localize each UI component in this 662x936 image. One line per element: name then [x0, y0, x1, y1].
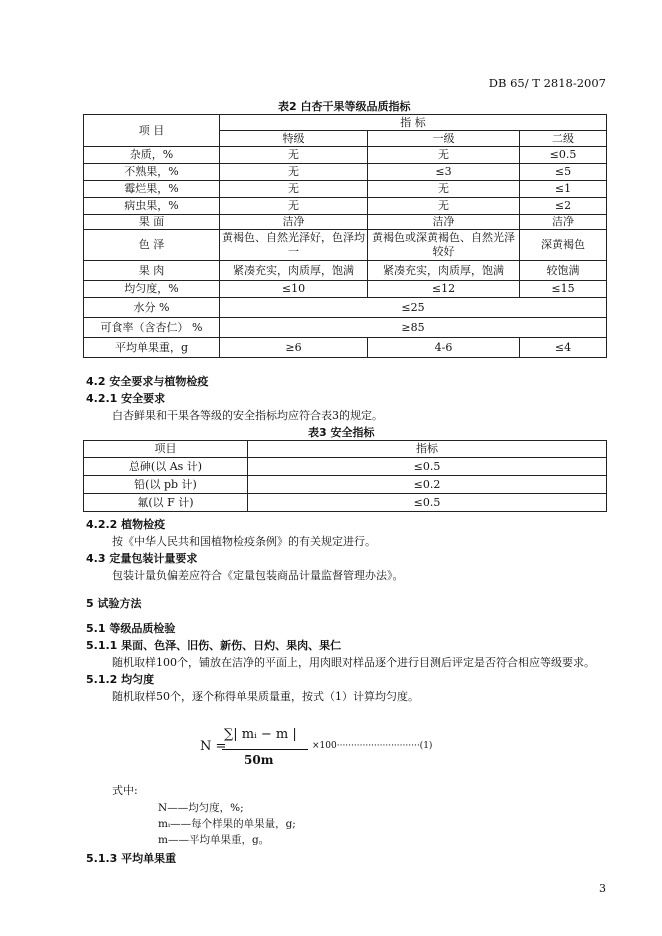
fraction-bar	[222, 749, 308, 750]
cell: ≤0.5	[248, 458, 607, 476]
row-label: 铅(以 pb 计)	[84, 476, 248, 494]
cell: 黄褐色或深黄褐色、自然光泽较好	[368, 230, 520, 261]
heading-5-1: 5.1 等级品质检验	[86, 622, 176, 635]
table-row	[84, 147, 607, 164]
cell: ≤12	[368, 281, 520, 298]
table-row	[84, 230, 607, 261]
formula-lhs: N =	[200, 739, 227, 754]
cell: ≤5	[520, 164, 607, 181]
table-row	[84, 181, 607, 198]
table3-caption: 表3 安全指标	[308, 426, 375, 439]
heading-4-2-2: 4.2.2 植物检疫	[86, 518, 166, 531]
cell: ≥6	[220, 338, 368, 358]
formula-1	[200, 727, 530, 771]
table2-header-grade: 二级	[520, 131, 607, 147]
paragraph: 随机取样100个，铺放在洁净的平面上，用肉眼对样品逐个进行目测后评定是否符合相应等级要求。	[112, 656, 595, 669]
cell: ≤2	[520, 198, 607, 215]
paragraph: 按《中华人民共和国植物检疫条例》的有关规定进行。	[112, 535, 376, 548]
table3-header-item: 项目	[84, 441, 248, 458]
cell: ≤1	[520, 181, 607, 198]
table-row	[84, 458, 607, 476]
cell: ≤4	[520, 338, 607, 358]
table3	[83, 440, 607, 512]
row-label: 平均单果重，g	[84, 338, 220, 358]
cell: 无	[368, 181, 520, 198]
where-item: mᵢ——每个样果的单果量，g;	[158, 818, 296, 830]
table-row	[84, 318, 607, 338]
cell: ≤0.5	[248, 494, 607, 512]
formula-tail: ×100·····························(1)	[312, 741, 433, 751]
row-label: 不熟果，%	[84, 164, 220, 181]
formula-denominator: 50m	[244, 753, 274, 767]
cell: 无	[368, 147, 520, 164]
cell: 无	[220, 164, 368, 181]
where-item: N——均匀度，%;	[158, 802, 244, 814]
cell: ≤0.5	[520, 147, 607, 164]
row-label: 果 肉	[84, 261, 220, 281]
cell: 深黄褐色	[520, 230, 607, 261]
cell: ≤10	[220, 281, 368, 298]
row-label: 病虫果，%	[84, 198, 220, 215]
page-number: 3	[599, 882, 606, 895]
table-row	[84, 338, 607, 358]
heading-4-2: 4.2 安全要求与植物检疫	[86, 375, 209, 388]
cell: 无	[220, 147, 368, 164]
where-intro: 式中:	[112, 784, 138, 797]
heading-5-1-1: 5.1.1 果面、色泽、旧伤、新伤、日灼、果肉、果仁	[86, 639, 342, 652]
cell: 无	[368, 198, 520, 215]
formula-numerator: ∑| mᵢ − m |	[224, 727, 297, 742]
row-label: 可食率（含杏仁） %	[84, 318, 220, 338]
cell: 紧凑充实，肉质厚，饱满	[368, 261, 520, 281]
cell: 洁净	[368, 215, 520, 230]
table-row	[84, 215, 607, 230]
cell: ≤0.2	[248, 476, 607, 494]
where-item: m——平均单果重，g。	[158, 834, 270, 846]
row-label: 色 泽	[84, 230, 220, 261]
cell: 较饱满	[520, 261, 607, 281]
heading-5-1-3: 5.1.3 平均单果重	[86, 852, 177, 865]
row-label: 总砷(以 As 计)	[84, 458, 248, 476]
table2-caption: 表2 白杏干果等级品质指标	[278, 100, 411, 113]
table-row	[84, 494, 607, 512]
cell: 无	[220, 181, 368, 198]
cell: ≤3	[368, 164, 520, 181]
paragraph: 白杏鲜果和干果各等级的安全指标均应符合表3的规定。	[112, 409, 383, 422]
cell: 无	[220, 198, 368, 215]
table-row	[84, 261, 607, 281]
heading-4-2-1: 4.2.1 安全要求	[86, 392, 166, 405]
table2-header-grade: 一级	[368, 131, 520, 147]
row-label: 氟(以 F 计)	[84, 494, 248, 512]
table2	[83, 114, 607, 358]
table2-header-indicator: 指 标	[220, 115, 607, 131]
heading-4-3: 4.3 定量包装计量要求	[86, 552, 198, 565]
cell: 4-6	[368, 338, 520, 358]
cell: ≥85	[220, 318, 607, 338]
table3-header-indicator: 指标	[248, 441, 607, 458]
row-label: 杂质，%	[84, 147, 220, 164]
paragraph: 随机取样50个，逐个称得单果质量重，按式（1）计算均匀度。	[112, 690, 419, 703]
table-row	[84, 198, 607, 215]
cell: ≤25	[220, 298, 607, 318]
row-label: 均匀度，%	[84, 281, 220, 298]
cell: 紧凑充实，肉质厚，饱满	[220, 261, 368, 281]
table-row	[84, 476, 607, 494]
table-row	[84, 281, 607, 298]
cell: 洁净	[520, 215, 607, 230]
paragraph: 包装计量负偏差应符合《定量包装商品计量监督管理办法》。	[112, 569, 404, 582]
table-row	[84, 164, 607, 181]
table-row	[84, 298, 607, 318]
cell: 黄褐色、自然光泽好，色泽均一	[220, 230, 368, 261]
cell: ≤15	[520, 281, 607, 298]
table2-header-grade: 特级	[220, 131, 368, 147]
heading-5: 5 试验方法	[86, 597, 142, 610]
row-label: 水分 %	[84, 298, 220, 318]
table2-header-item: 项 目	[84, 115, 220, 147]
heading-5-1-2: 5.1.2 均匀度	[86, 673, 155, 686]
row-label: 果 面	[84, 215, 220, 230]
document-code: DB 65/ T 2818-2007	[488, 76, 606, 90]
cell: 洁净	[220, 215, 368, 230]
row-label: 霉烂果，%	[84, 181, 220, 198]
